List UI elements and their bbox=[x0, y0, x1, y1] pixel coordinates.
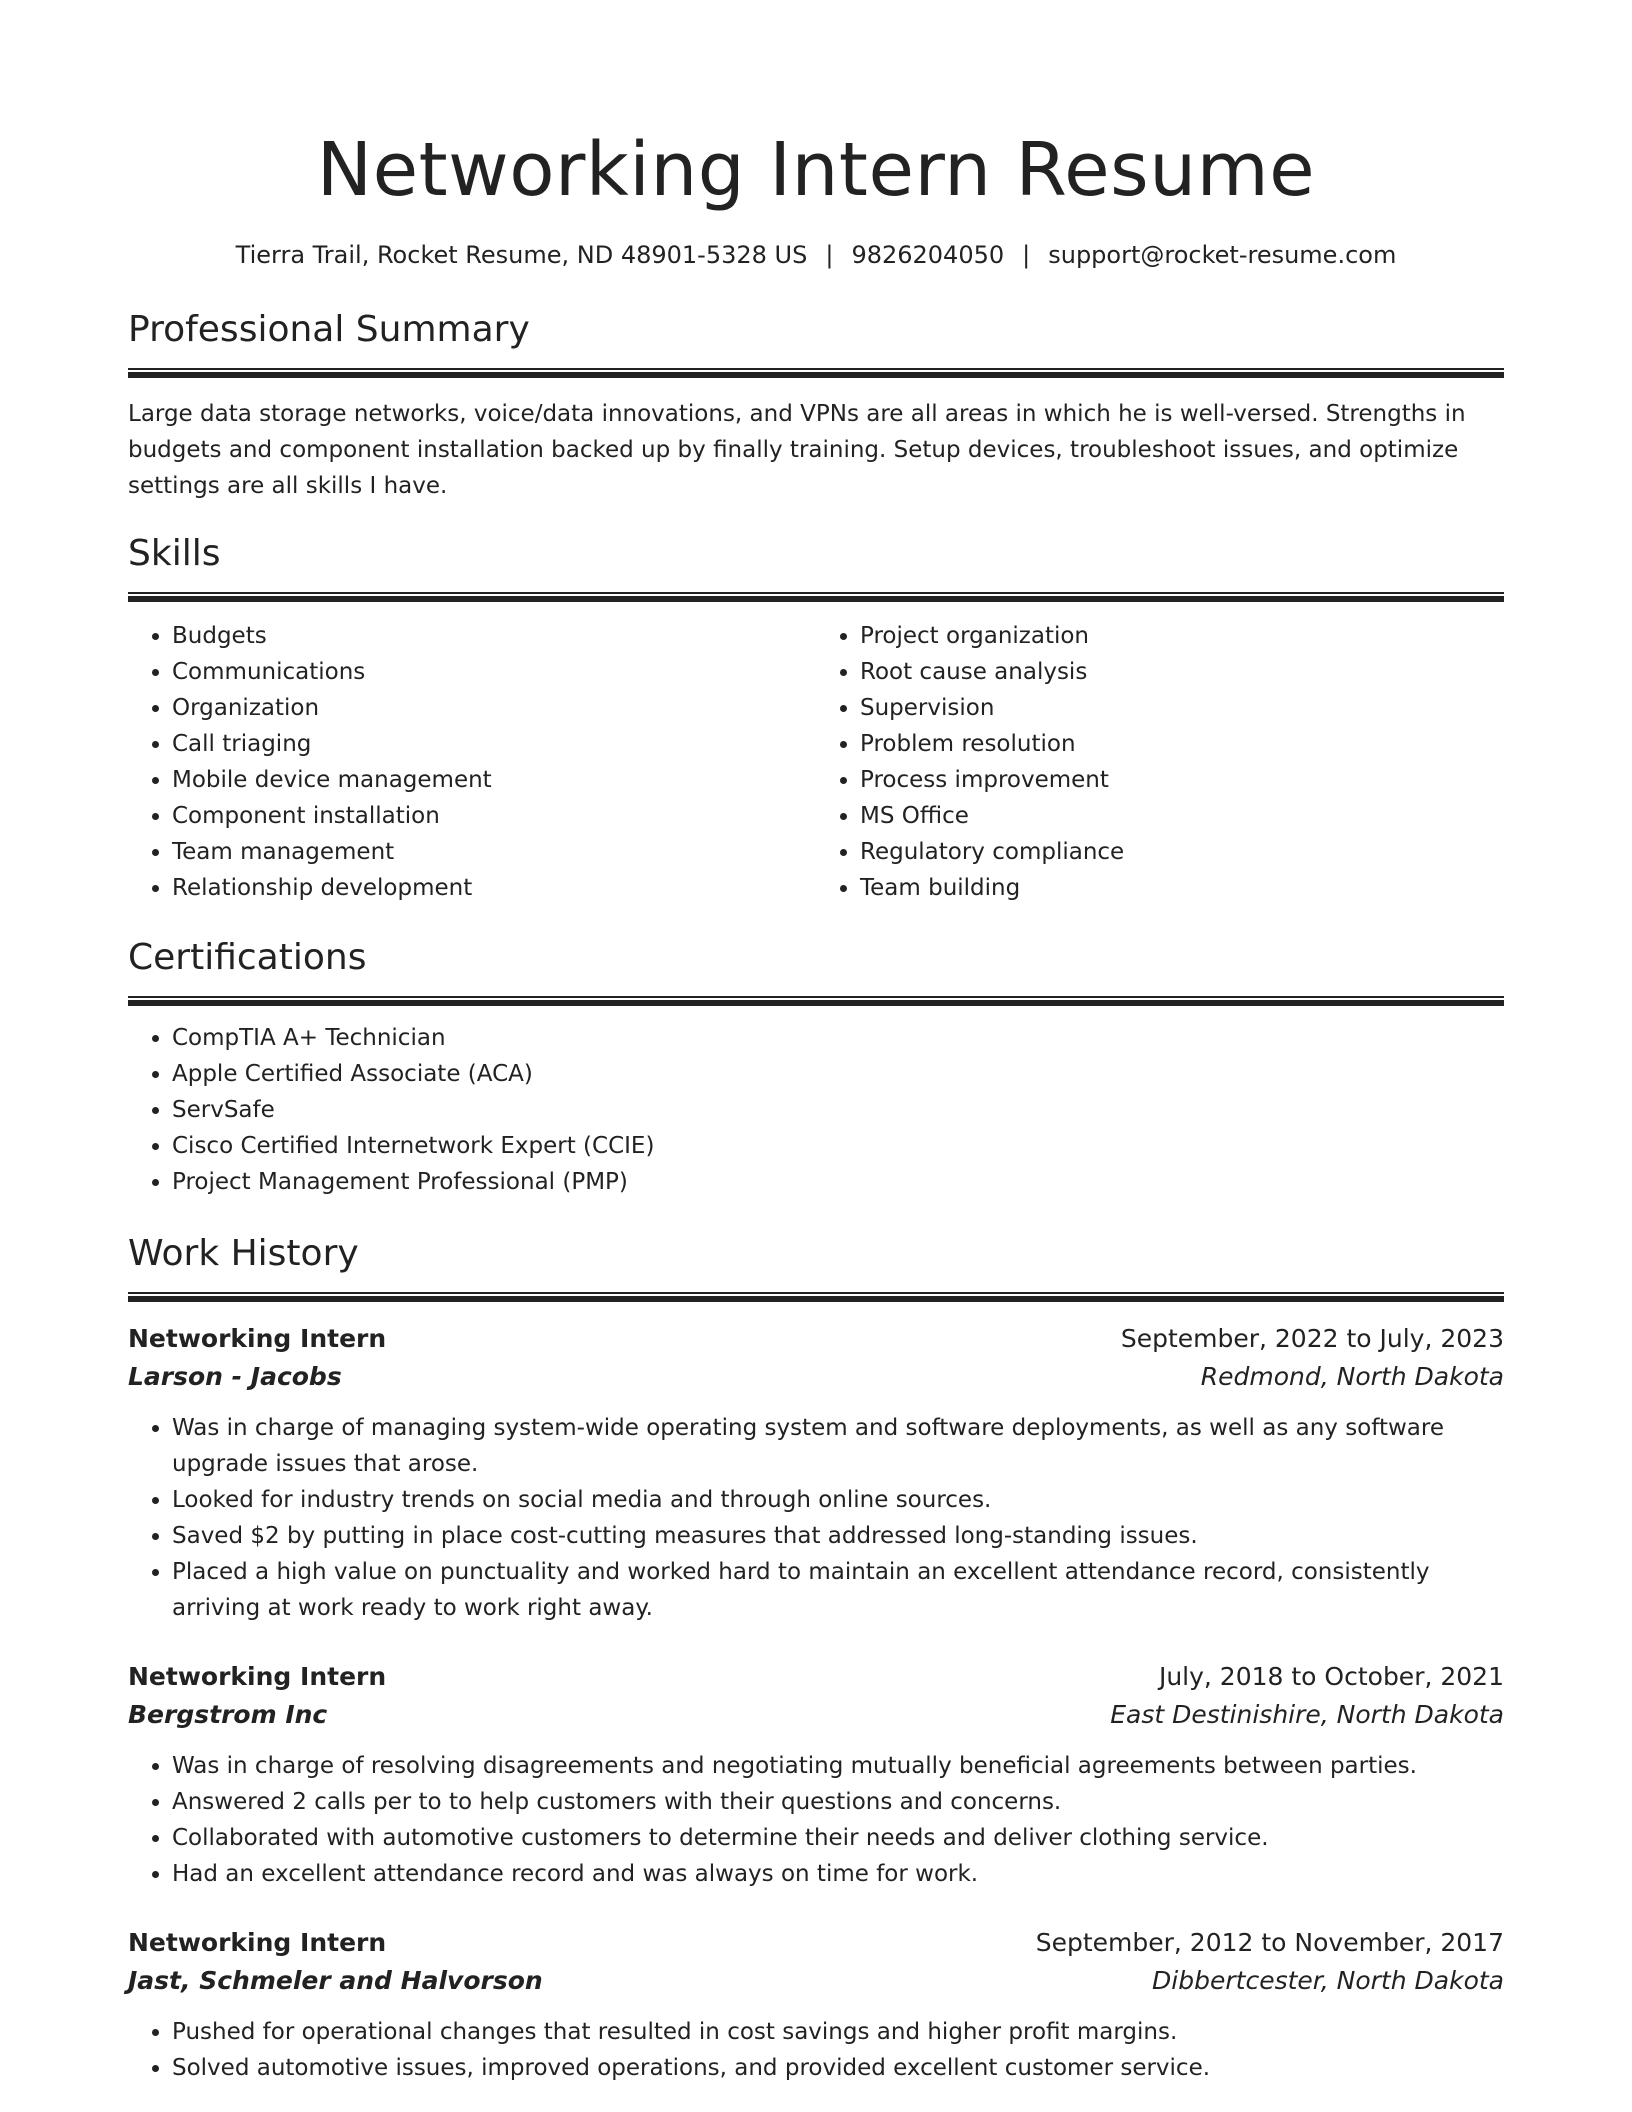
work-history-section bbox=[128, 1230, 1504, 2086]
certification-item: • Project Management Professional (PMP) bbox=[172, 1164, 1504, 1200]
job-bullet: • Pushed for operational changes that resulted in cost savings and higher profit margins. bbox=[172, 2014, 1504, 2050]
job-location: East Destinishire, North Dakota bbox=[1110, 1700, 1504, 1729]
section-divider bbox=[128, 1292, 1504, 1302]
job-bullet: • Placed a high value on punctuality and worked hard to maintain an excellent attendance record, consistently arriving at work ready to work right away. bbox=[172, 1554, 1504, 1626]
job-header bbox=[128, 1658, 1504, 1696]
job-dates: July, 2018 to October, 2021 bbox=[1158, 1662, 1504, 1691]
skill-item: • Regulatory compliance bbox=[860, 834, 1504, 870]
job-location: Redmond, North Dakota bbox=[1200, 1362, 1504, 1391]
job-dates: September, 2022 to July, 2023 bbox=[1120, 1324, 1504, 1353]
skill-item: • Process improvement bbox=[860, 762, 1504, 798]
certifications-section bbox=[128, 934, 1504, 1200]
resume-title: Networking Intern Resume bbox=[316, 127, 1316, 213]
job-entry bbox=[128, 1320, 1504, 1626]
resume-page bbox=[128, 0, 1504, 2086]
job-entry bbox=[128, 1658, 1504, 1892]
skills-list-left bbox=[128, 618, 816, 906]
skill-item: • Relationship development bbox=[172, 870, 816, 906]
job-bullet: • Solved automotive issues, improved operations, and provided excellent customer service. bbox=[172, 2050, 1504, 2086]
contact-separator: | bbox=[825, 241, 834, 269]
certification-item: • Apple Certified Associate (ACA) bbox=[172, 1056, 1504, 1092]
job-subheader bbox=[128, 1696, 1504, 1734]
skill-item: • Team management bbox=[172, 834, 816, 870]
skill-item: • Project organization bbox=[860, 618, 1504, 654]
certification-item: • CompTIA A+ Technician bbox=[172, 1020, 1504, 1056]
skill-item: • Root cause analysis bbox=[860, 654, 1504, 690]
work-history-heading: Work History bbox=[128, 1233, 359, 1274]
section-divider bbox=[128, 996, 1504, 1006]
job-bullets bbox=[128, 1410, 1504, 1626]
contact-address: Tierra Trail, Rocket Resume, ND 48901-5328 US bbox=[235, 241, 808, 269]
job-bullets bbox=[128, 1748, 1504, 1892]
skill-item: • MS Office bbox=[860, 798, 1504, 834]
skills-grid bbox=[128, 618, 1504, 906]
contact-email[interactable]: support@rocket-resume.com bbox=[1048, 241, 1397, 269]
job-bullet: • Was in charge of managing system-wide operating system and software deployments, as well as any software upgrade issues that arose. bbox=[172, 1410, 1504, 1482]
job-bullets bbox=[128, 2014, 1504, 2086]
skill-item: • Communications bbox=[172, 654, 816, 690]
job-company: Larson - Jacobs bbox=[128, 1362, 342, 1391]
certification-item: • Cisco Certified Internetwork Expert (CCIE) bbox=[172, 1128, 1504, 1164]
job-title: Networking Intern bbox=[128, 1928, 387, 1957]
contact-separator: | bbox=[1022, 241, 1031, 269]
job-subheader bbox=[128, 1962, 1504, 2000]
job-title: Networking Intern bbox=[128, 1324, 387, 1353]
certifications-heading: Certifications bbox=[128, 937, 367, 978]
skill-item: • Supervision bbox=[860, 690, 1504, 726]
job-bullet: • Collaborated with automotive customers to determine their needs and deliver clothing service. bbox=[172, 1820, 1504, 1856]
skill-item: • Team building bbox=[860, 870, 1504, 906]
contact-phone: 9826204050 bbox=[851, 241, 1005, 269]
job-bullet: • Looked for industry trends on social media and through online sources. bbox=[172, 1482, 1504, 1518]
job-subheader bbox=[128, 1358, 1504, 1396]
job-bullet: • Saved $2 by putting in place cost-cutting measures that addressed long-standing issues. bbox=[172, 1518, 1504, 1554]
job-header bbox=[128, 1320, 1504, 1358]
job-bullet: • Was in charge of resolving disagreements and negotiating mutually beneficial agreements between parties. bbox=[172, 1748, 1504, 1784]
job-title: Networking Intern bbox=[128, 1662, 387, 1691]
skill-item: • Budgets bbox=[172, 618, 816, 654]
skill-item: • Organization bbox=[172, 690, 816, 726]
job-company: Jast, Schmeler and Halvorson bbox=[128, 1966, 543, 1995]
summary-section bbox=[128, 306, 1504, 504]
summary-heading: Professional Summary bbox=[128, 309, 530, 350]
certification-item: • ServSafe bbox=[172, 1092, 1504, 1128]
certifications-list bbox=[128, 1020, 1504, 1200]
section-divider bbox=[128, 592, 1504, 602]
skills-list-right bbox=[816, 618, 1504, 906]
skill-item: • Mobile device management bbox=[172, 762, 816, 798]
job-entry bbox=[128, 1924, 1504, 2086]
summary-text: Large data storage networks, voice/data innovations, and VPNs are all areas in which he is well-versed. Strengths in budgets and component installation backed up by finally training. Setup devices, troubleshoot issues, and optimize settings are all skills I have. bbox=[128, 401, 1466, 499]
skills-section bbox=[128, 530, 1504, 906]
job-company: Bergstrom Inc bbox=[128, 1700, 328, 1729]
job-bullet: • Had an excellent attendance record and was always on time for work. bbox=[172, 1856, 1504, 1892]
skills-heading: Skills bbox=[128, 533, 221, 574]
job-header bbox=[128, 1924, 1504, 1962]
job-location: Dibbertcester, North Dakota bbox=[1152, 1966, 1504, 1995]
contact-line bbox=[128, 238, 1504, 272]
skill-item: • Component installation bbox=[172, 798, 816, 834]
section-divider bbox=[128, 368, 1504, 378]
job-bullet: • Answered 2 calls per to to help customers with their questions and concerns. bbox=[172, 1784, 1504, 1820]
skill-item: • Call triaging bbox=[172, 726, 816, 762]
skill-item: • Problem resolution bbox=[860, 726, 1504, 762]
job-dates: September, 2012 to November, 2017 bbox=[1035, 1928, 1504, 1957]
